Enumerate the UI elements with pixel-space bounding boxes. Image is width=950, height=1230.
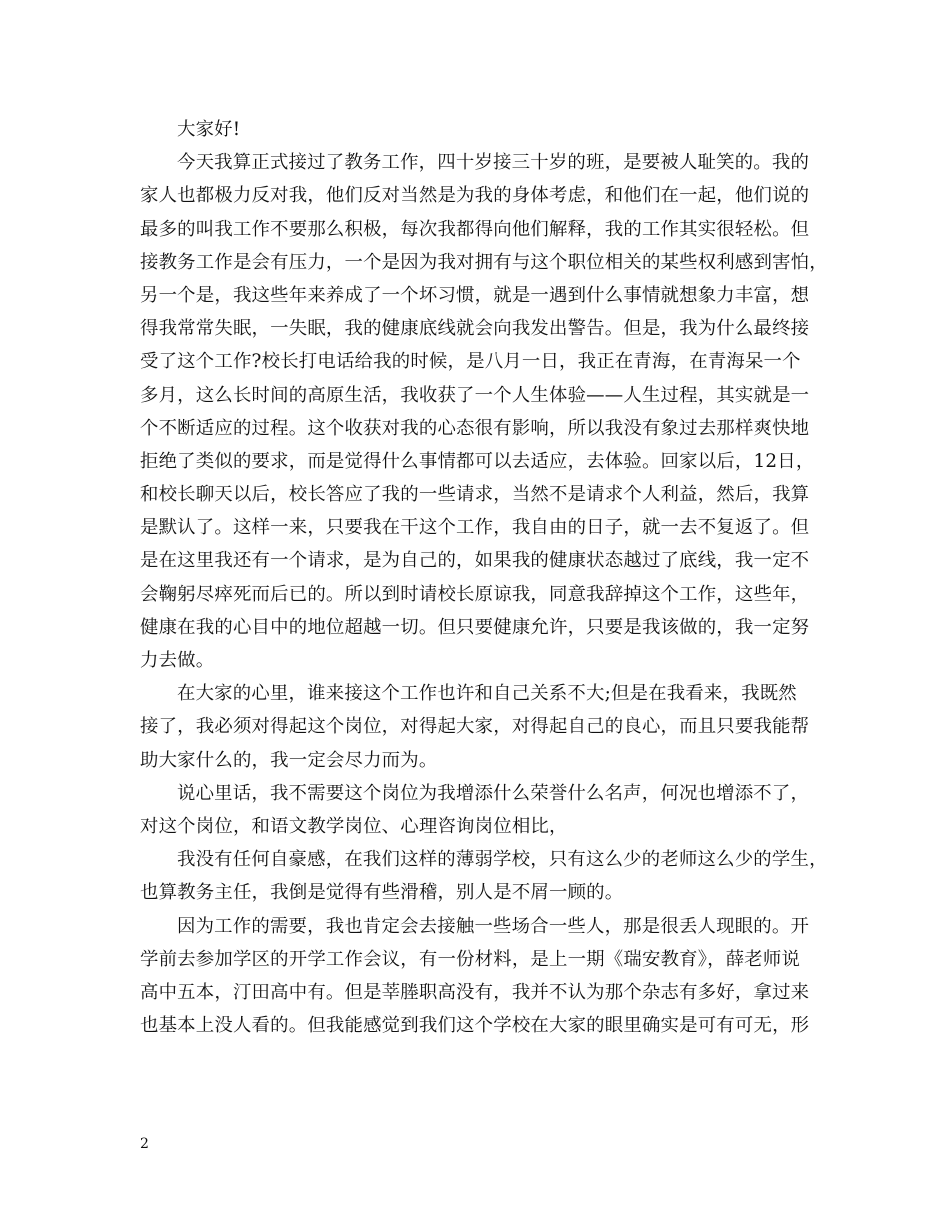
text-line: 也算教务主任，我倒是觉得有些滑稽，别人是不屑一顾的。	[140, 882, 624, 904]
text-line: 我没有任何自豪感，在我们这样的薄弱学校，只有这么少的老师这么少的学生，	[177, 849, 828, 871]
text-line: 是默认了。这样一来，只要我在干这个工作，我自由的日子，就一去不复返了。但	[140, 517, 810, 539]
text-line: 在大家的心里，谁来接这个工作也许和自己关系不大;但是在我看来，我既然	[177, 683, 797, 705]
text-line: 力去做。	[140, 650, 215, 671]
text-line: 高中五本，汀田高中有。但是莘塍职高没有，我并不认为那个杂志有多好，拿过来	[140, 981, 810, 1003]
text-line: 接教务工作是会有压力，一个是因为我对拥有与这个职位相关的某些权利感到害怕，	[140, 251, 828, 273]
text-line: 另一个是，我这些年来养成了一个坏习惯，就是一遇到什么事情就想象力丰富，想	[140, 284, 810, 306]
text-line: 今天我算正式接过了教务工作，四十岁接三十岁的班，是要被人耻笑的。我的	[177, 152, 810, 174]
document-body	[140, 113, 828, 1042]
text-line: 大家好!	[177, 119, 241, 140]
text-line: 拒绝了类似的要求，而是觉得什么事情都可以去适应，去体验。回家以后，12日，	[140, 450, 815, 472]
text-line: 接了，我必须对得起这个岗位，对得起大家，对得起自己的良心，而且只要我能帮	[140, 716, 810, 738]
text-line: 因为工作的需要，我也肯定会去接触一些场合一些人，那是很丢人现眼的。开	[177, 915, 810, 937]
text-line: 家人也都极力反对我，他们反对当然是为我的身体考虑，和他们在一起，他们说的	[140, 185, 810, 207]
text-line: 受了这个工作?校长打电话给我的时候，是八月一日，我正在青海，在青海呆一个	[140, 351, 801, 373]
text-line: 助大家什么的，我一定会尽力而为。	[140, 749, 438, 771]
text-line: 个不断适应的过程。这个收获对我的心态很有影响，所以我没有象过去那样爽快地	[140, 417, 810, 439]
text-line: 会鞠躬尽瘁死而后已的。所以到时请校长原谅我，同意我辞掉这个工作，这些年，	[140, 583, 810, 605]
text-line: 健康在我的心目中的地位超越一切。但只要健康允许，只要是我该做的，我一定努	[140, 616, 810, 638]
text-line: 也基本上没人看的。但我能感觉到我们这个学校在大家的眼里确实是可有可无，形	[140, 1015, 810, 1037]
page-number: 2	[140, 1136, 149, 1152]
text-line: 多月，这么长时间的高原生活，我收获了一个人生体验——人生过程，其实就是一	[140, 384, 810, 406]
text-line: 得我常常失眠，一失眠，我的健康底线就会向我发出警告。但是，我为什么最终接	[140, 318, 810, 340]
text-line: 是在这里我还有一个请求，是为自己的，如果我的健康状态越过了底线，我一定不	[140, 550, 810, 572]
text-line: 说心里话，我不需要这个岗位为我增添什么荣誉什么名声，何况也增添不了，	[177, 782, 810, 804]
text-line: 和校长聊天以后，校长答应了我的一些请求，当然不是请求个人利益，然后，我算	[140, 484, 810, 506]
text-line: 对这个岗位，和语文教学岗位、心理咨询岗位相比，	[140, 815, 568, 837]
text-line: 学前去参加学区的开学工作会议，有一份材料，是上一期《瑞安教育》，薛老师说	[140, 948, 801, 970]
text-line: 最多的叫我工作不要那么积极，每次我都得向他们解释，我的工作其实很轻松。但	[140, 218, 810, 240]
